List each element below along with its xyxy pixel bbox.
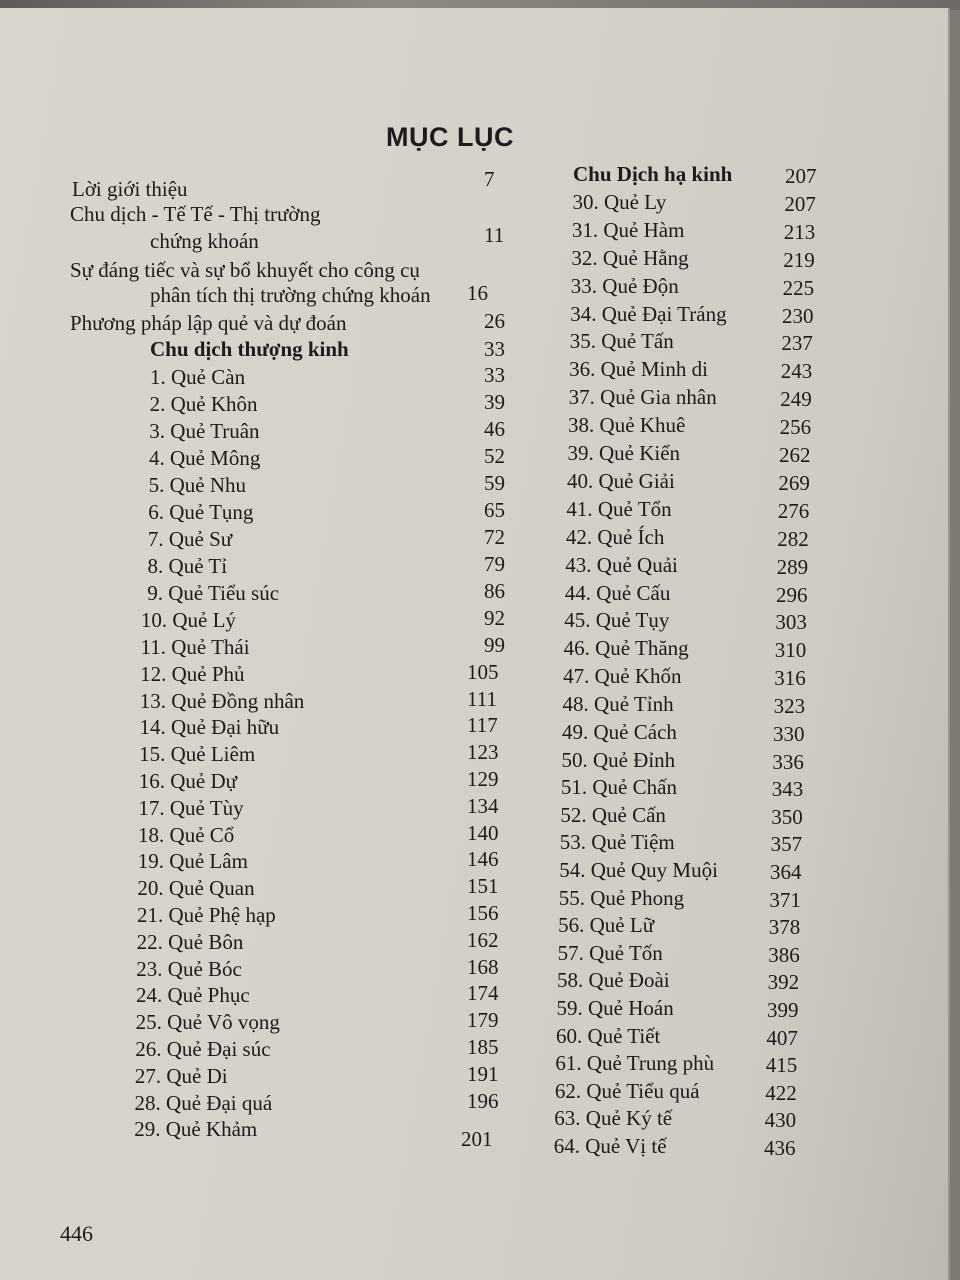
toc-entry-label: Chu Dịch hạ kinh: [573, 162, 733, 186]
toc-entry-page: 46: [484, 417, 505, 441]
toc-entry-page: 303: [775, 610, 807, 635]
toc-entry-page: 407: [766, 1025, 798, 1050]
toc-right-column: [0, 8, 948, 1280]
toc-entry-label: 1. Quẻ Càn: [150, 365, 246, 389]
toc-entry-label: 55. Quẻ Phong: [558, 885, 685, 910]
toc-entry-page: 146: [467, 847, 499, 872]
toc-entry-page: 59: [484, 471, 505, 495]
toc-entry-page: 140: [467, 820, 499, 845]
toc-entry-label: 20. Quẻ Quan: [137, 876, 255, 901]
toc-entry-page: 26: [484, 309, 505, 333]
toc-entry-label: 3. Quẻ Truân: [149, 419, 260, 443]
toc-entry-page: 191: [467, 1061, 499, 1086]
toc-entry-page: 282: [777, 526, 809, 551]
toc-entry-label: Lời giới thiệu: [72, 177, 188, 201]
toc-entry-label: 44. Quẻ Cấu: [564, 580, 671, 605]
toc-entry-page: 33: [484, 337, 505, 361]
toc-entry-label: 51. Quẻ Chấn: [560, 775, 677, 800]
toc-entry-label: 6. Quẻ Tụng: [148, 500, 254, 524]
toc-entry-label: 23. Quẻ Bóc: [136, 956, 242, 981]
toc-entry-page: 269: [778, 470, 810, 495]
toc-entry-page: 343: [771, 777, 804, 802]
toc-entry-label: 30. Quẻ Ly: [572, 189, 667, 214]
toc-entry-label: 18. Quẻ Cổ: [138, 822, 235, 847]
toc-entry-label: 12. Quẻ Phủ: [140, 661, 245, 686]
toc-entry-page: 296: [776, 582, 808, 607]
toc-entry-page: 92: [484, 606, 505, 630]
toc-entry-page: 11: [484, 223, 505, 247]
toc-entry-page: 237: [781, 331, 813, 356]
toc-entry-page: 430: [764, 1108, 797, 1133]
toc-entry-page: 330: [773, 722, 805, 746]
toc-entry-label: 38. Quẻ Khuê: [568, 413, 686, 438]
toc-entry-page: 99: [484, 633, 505, 657]
toc-entry-label: 4. Quẻ Mông: [148, 446, 261, 470]
toc-entry-page: 289: [776, 554, 809, 579]
toc-entry-page: 174: [467, 981, 499, 1006]
toc-entry-page: 129: [467, 767, 499, 791]
toc-entry-page: 436: [764, 1136, 796, 1160]
toc-entry-label: 58. Quẻ Đoài: [557, 968, 670, 993]
toc-entry-label: 64. Quẻ Vị tế: [553, 1134, 667, 1158]
toc-entry-page: 225: [782, 275, 815, 300]
toc-entry-label: 37. Quẻ Gia nhân: [568, 385, 717, 410]
book-page: [0, 8, 950, 1280]
toc-entry-page: 364: [770, 860, 802, 884]
toc-entry-label: 25. Quẻ Vô vọng: [135, 1010, 280, 1035]
toc-entry-label: 17. Quẻ Tùy: [138, 795, 244, 820]
toc-entry-label: 47. Quẻ Khốn: [563, 664, 682, 689]
toc-entry-label: 16. Quẻ Dự: [138, 769, 238, 793]
toc-entry-page: 323: [773, 694, 806, 719]
toc-entry-page: 310: [774, 638, 807, 663]
toc-entry-page: 162: [467, 927, 499, 952]
toc-entry-page: 378: [768, 915, 801, 940]
toc-entry-page: 415: [765, 1053, 798, 1078]
toc-entry-page: 399: [767, 998, 799, 1022]
toc-entry-label: 14. Quẻ Đại hữu: [139, 715, 280, 740]
toc-entry-label: 56. Quẻ Lữ: [558, 913, 655, 938]
toc-entry-page: 219: [783, 247, 815, 272]
toc-entry-label: 32. Quẻ Hằng: [571, 245, 689, 270]
toc-entry-label: 11. Quẻ Thái: [140, 635, 250, 659]
toc-entry-page: 134: [467, 793, 499, 818]
toc-entry-label: 40. Quẻ Giải: [566, 468, 675, 493]
toc-entry-label: 54. Quẻ Quy Muội: [559, 858, 718, 882]
toc-entry-page: 230: [782, 303, 814, 328]
toc-entry-page: 336: [772, 749, 804, 774]
toc-entry-label: 57. Quẻ Tốn: [557, 940, 663, 965]
toc-entry-label: Phương pháp lập quẻ và dự đoán: [70, 311, 347, 335]
toc-entry-page: 201: [461, 1127, 493, 1152]
toc-entry-label: 2. Quẻ Khôn: [149, 392, 258, 416]
toc-entry-page: 316: [774, 666, 806, 691]
toc-entry-label: 27. Quẻ Di: [134, 1063, 228, 1088]
page-title: MỤC LỤC: [386, 122, 514, 152]
toc-entry-label: 39. Quẻ Kiển: [567, 441, 681, 465]
toc-entry-label: 26. Quẻ Đại súc: [135, 1037, 271, 1061]
toc-entry-label: 59. Quẻ Hoán: [556, 996, 674, 1020]
toc-entry-page: 123: [467, 740, 499, 765]
toc-entry-page: 39: [484, 390, 505, 414]
toc-entry-page: 422: [765, 1080, 797, 1105]
toc-entry-page: 72: [484, 525, 505, 549]
toc-entry-page: 33: [484, 363, 505, 387]
toc-entry-page: 207: [785, 164, 817, 188]
toc-entry-page: 196: [467, 1088, 499, 1113]
toc-entry-page: 86: [484, 579, 505, 603]
toc-entry-page: 207: [784, 191, 816, 216]
toc-entry-label: 21. Quẻ Phệ hạp: [137, 903, 276, 927]
toc-entry-page: 111: [467, 686, 497, 711]
toc-entry-label: 45. Quẻ Tụy: [564, 608, 670, 633]
toc-entry-label: Chu dịch - Tế Tế - Thị trường: [70, 202, 321, 226]
toc-entry-label: 28. Quẻ Đại quá: [134, 1090, 273, 1115]
toc-entry-label: 36. Quẻ Minh di: [569, 357, 708, 382]
toc-entry-page: 243: [780, 359, 813, 384]
toc-entry-label: 61. Quẻ Trung phù: [555, 1051, 715, 1076]
toc-entry-label: chứng khoán: [150, 229, 259, 253]
toc-entry-label: Sự đáng tiếc và sự bổ khuyết cho công cụ: [70, 258, 420, 282]
toc-entry-label: 13. Quẻ Đồng nhân: [139, 688, 305, 713]
toc-entry-label: 41. Quẻ Tổn: [566, 496, 672, 521]
toc-entry-label: 35. Quẻ Tấn: [569, 329, 674, 354]
toc-entry-page: 350: [771, 804, 803, 829]
toc-entry-label: 50. Quẻ Đỉnh: [561, 747, 676, 772]
toc-entry-page: 156: [467, 901, 499, 925]
toc-entry-label: 10. Quẻ Lý: [140, 608, 236, 632]
toc-entry-page: 105: [467, 659, 499, 684]
toc-entry-label: phân tích thị trường chứng khoán: [150, 283, 431, 307]
toc-entry-label: 24. Quẻ Phục: [135, 983, 250, 1008]
toc-entry-page: 179: [467, 1008, 499, 1033]
toc-entry-page: 371: [769, 887, 801, 912]
toc-entry-label: 22. Quẻ Bôn: [136, 929, 244, 954]
toc-entry-page: 357: [770, 832, 803, 857]
toc-entry-label: 33. Quẻ Độn: [570, 273, 679, 298]
toc-entry-page: 386: [768, 942, 800, 967]
toc-entry-label: 62. Quẻ Tiểu quá: [554, 1078, 700, 1103]
toc-entry-page: 16: [467, 281, 488, 305]
page-number: 446: [60, 1221, 93, 1246]
toc-entry-label: 49. Quẻ Cách: [562, 720, 677, 744]
toc-entry-page: 256: [779, 415, 812, 440]
toc-entry-label: 19. Quẻ Lâm: [137, 849, 248, 874]
toc-entry-page: 52: [484, 444, 505, 468]
toc-entry-label: 63. Quẻ Ký tế: [554, 1106, 673, 1131]
toc-entry-page: 65: [484, 498, 505, 522]
toc-entry-page: 276: [777, 498, 810, 523]
toc-entry-label: 15. Quẻ Liêm: [139, 742, 256, 767]
toc-entry-label: 9. Quẻ Tiểu súc: [147, 581, 280, 605]
toc-entry-page: 249: [780, 387, 812, 412]
toc-entry-label: 48. Quẻ Tỉnh: [562, 692, 674, 717]
toc-entry-label: 42. Quẻ Ích: [565, 524, 665, 549]
toc-entry-page: 7: [484, 167, 495, 191]
toc-entry-page: 185: [467, 1035, 499, 1059]
toc-entry-page: 392: [767, 970, 800, 995]
toc-entry-page: 213: [783, 219, 816, 244]
toc-entry-label: 8. Quẻ Tỉ: [147, 554, 228, 578]
toc-entry-label: 60. Quẻ Tiết: [555, 1023, 661, 1048]
toc-entry-page: 79: [484, 552, 505, 576]
toc-entry-label: 5. Quẻ Nhu: [148, 473, 246, 497]
toc-entry-label: 31. Quẻ Hàm: [571, 217, 685, 242]
toc-entry-label: 46. Quẻ Thăng: [563, 636, 689, 661]
toc-entry-page: 117: [467, 713, 498, 738]
toc-entry-label: 43. Quẻ Quải: [565, 552, 678, 577]
toc-entry-page: 151: [467, 874, 499, 899]
toc-entry-page: 262: [779, 443, 811, 467]
toc-entry-label: 29. Quẻ Khảm: [134, 1117, 258, 1142]
toc-entry-page: 168: [467, 954, 499, 979]
toc-entry-label: 52. Quẻ Cấn: [560, 802, 666, 827]
toc-entry-label: 7. Quẻ Sư: [147, 527, 233, 551]
toc-entry-label: 34. Quẻ Đại Tráng: [570, 301, 727, 326]
toc-entry-label: 53. Quẻ Tiệm: [559, 830, 675, 855]
toc-entry-label: Chu dịch thượng kinh: [150, 337, 349, 361]
